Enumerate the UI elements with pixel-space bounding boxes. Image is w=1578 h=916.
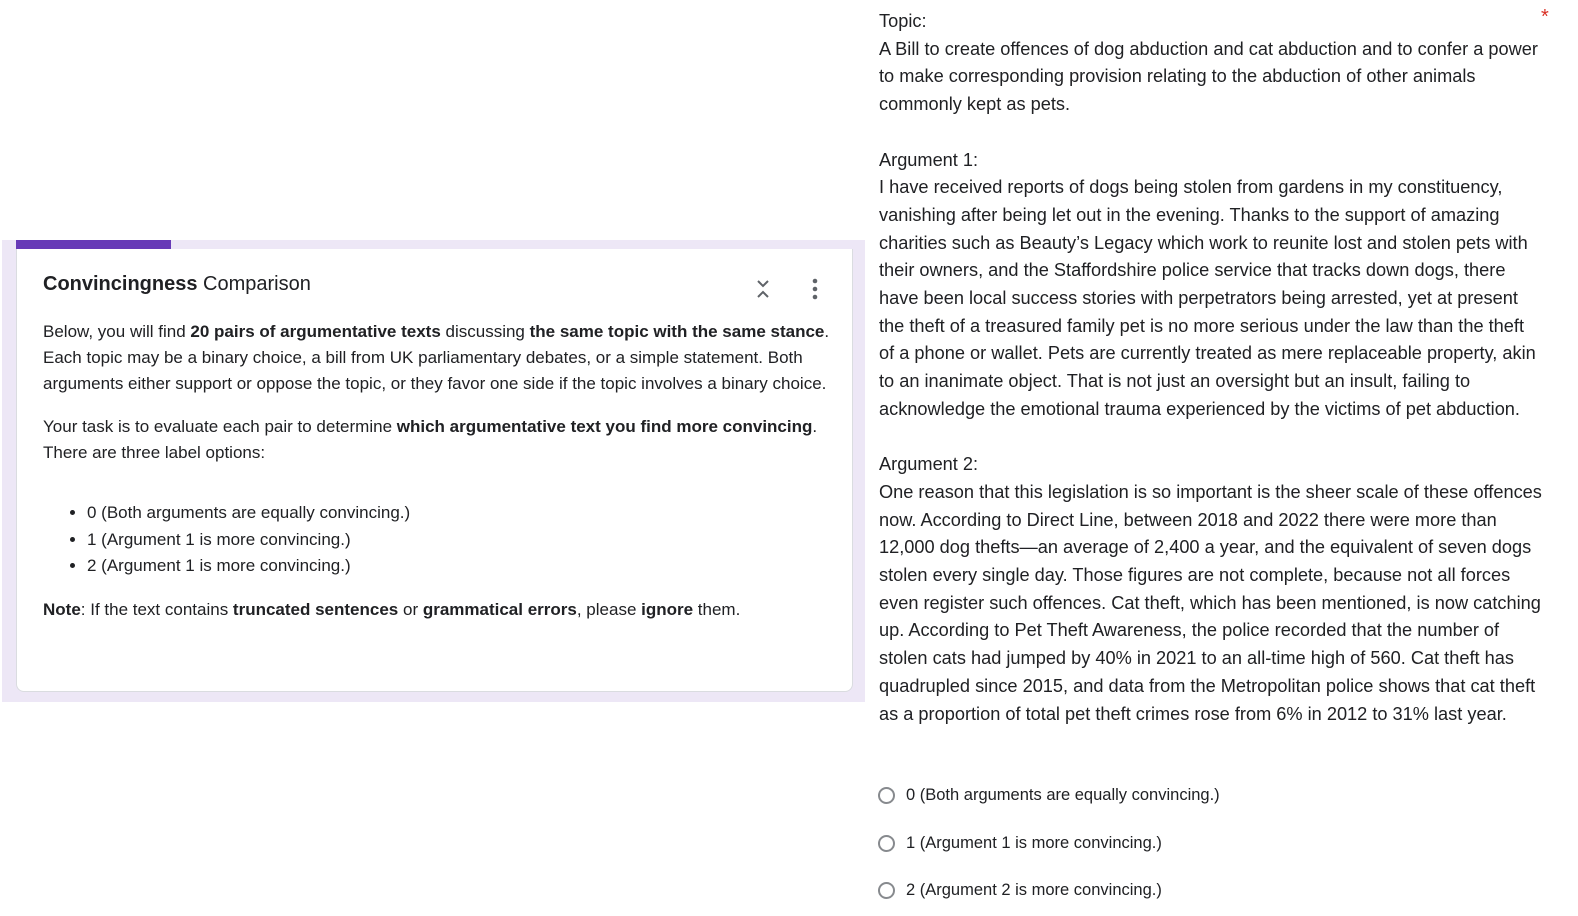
note-bold-4: ignore bbox=[641, 599, 694, 619]
intro-text-2: discussing bbox=[440, 322, 530, 341]
section-title bbox=[43, 273, 311, 296]
section-accent-bar bbox=[16, 240, 171, 249]
list-item: • 0 (Both arguments are equally convincing.) bbox=[87, 500, 833, 527]
intro-bold-2: the same topic with the same stance bbox=[529, 322, 825, 341]
topic-text: A Bill to create offences of dog abduction and cat abduction and to confer a power to make corresponding provision relating to the abduction of other animals commonly kept as pets. bbox=[879, 38, 1538, 115]
option-label: 2 (Argument 2 is more convincing.) bbox=[906, 881, 1162, 900]
option-0[interactable] bbox=[878, 772, 1220, 820]
list-item: • 2 (Argument 1 is more convincing.) bbox=[87, 553, 833, 580]
note-text-3: , please bbox=[576, 599, 642, 619]
radio-button-icon[interactable] bbox=[878, 787, 895, 804]
section-card bbox=[16, 249, 853, 692]
note-text-1: : If the text contains bbox=[80, 599, 233, 619]
intro-text-1: Below, you will find bbox=[43, 322, 191, 341]
radio-button-icon[interactable] bbox=[878, 835, 895, 852]
note-text-4: them. bbox=[693, 599, 741, 619]
argument-1-heading: Argument 1: bbox=[879, 149, 979, 170]
section-title-rest: Comparison bbox=[197, 273, 311, 295]
option-2[interactable] bbox=[878, 867, 1220, 915]
label-options-list bbox=[43, 500, 833, 580]
collapse-icon[interactable] bbox=[751, 275, 775, 303]
note-label: Note bbox=[43, 599, 81, 619]
task-text-2: . There are three label options: bbox=[43, 417, 818, 462]
note-bold-3: grammatical errors bbox=[422, 599, 577, 619]
section-title-bold: Convincingness bbox=[43, 273, 198, 295]
note-paragraph bbox=[43, 597, 833, 623]
argument-2-heading: Argument 2: bbox=[879, 454, 979, 475]
task-paragraph bbox=[43, 414, 833, 466]
intro-bold-1: 20 pairs of argumentative texts bbox=[190, 322, 441, 341]
task-bold-1: which argumentative text you find more convincing bbox=[396, 417, 813, 436]
intro-paragraph bbox=[43, 319, 833, 397]
list-item: • 1 (Argument 1 is more convincing.) bbox=[87, 527, 833, 554]
radio-button-icon[interactable] bbox=[878, 882, 895, 899]
option-label: 0 (Both arguments are equally convincing.) bbox=[906, 786, 1220, 805]
argument-1-text: I have received reports of dogs being stolen from gardens in my constituency, vanishing after being let out in the evening. Thanks to the support of amazing charities such as Beauty’s Legacy which work to reunite lost and stolen pets with their owners, and the Staffordshire police service that tracks down dogs, there have been local success stories with perpetrators being arrested, yet at present the theft of a treasured family pet is no more serious under the law than the theft of a phone or wallet. Pets are currently treated as mere replaceable property, akin to an inanimate object. That is not just an oversight but an insult, failing to acknowledge the emotional trauma experienced by the victims of pet abduction. bbox=[879, 177, 1536, 419]
topic-heading: Topic: bbox=[879, 11, 927, 31]
argument-2-text: One reason that this legislation is so important is the sheer scale of these offences now. According to Direct Line, between 2018 and 2022 there were more than 12,000 dog thefts—an average of 2,400 a year, and the equivalent of seven dogs stolen every single day. Those figures are not complete, because not all forces even register such offences. Cat theft, which has been mentioned, is now catching up. According to Pet Theft Awareness, the police recorded that the number of stolen cats had jumped by 40% in 2021 to an all-time high of 560. Cat theft has quadrupled since 2015, and data from the Metropolitan police shows that cat theft as a proportion of total pet theft crimes rose from 6% in 2012 to 31% last year. bbox=[879, 481, 1542, 724]
note-text-2: or bbox=[398, 599, 423, 619]
task-text-1: Your task is to evaluate each pair to determine bbox=[43, 417, 397, 436]
question-body bbox=[879, 8, 1544, 728]
note-bold-2: truncated sentences bbox=[232, 599, 399, 619]
more-options-icon[interactable] bbox=[803, 275, 827, 303]
answer-options bbox=[878, 772, 1220, 915]
option-label: 1 (Argument 1 is more convincing.) bbox=[906, 833, 1162, 852]
intro-text-3: . Each topic may be a binary choice, a bill from UK parliamentary debates, or a simple statement. Both arguments either support or oppose the topic, or they favor one side if the topic involves a binary choice. bbox=[43, 322, 830, 393]
option-1[interactable] bbox=[878, 820, 1220, 868]
required-asterisk: * bbox=[1541, 6, 1549, 28]
section-description bbox=[43, 319, 833, 623]
